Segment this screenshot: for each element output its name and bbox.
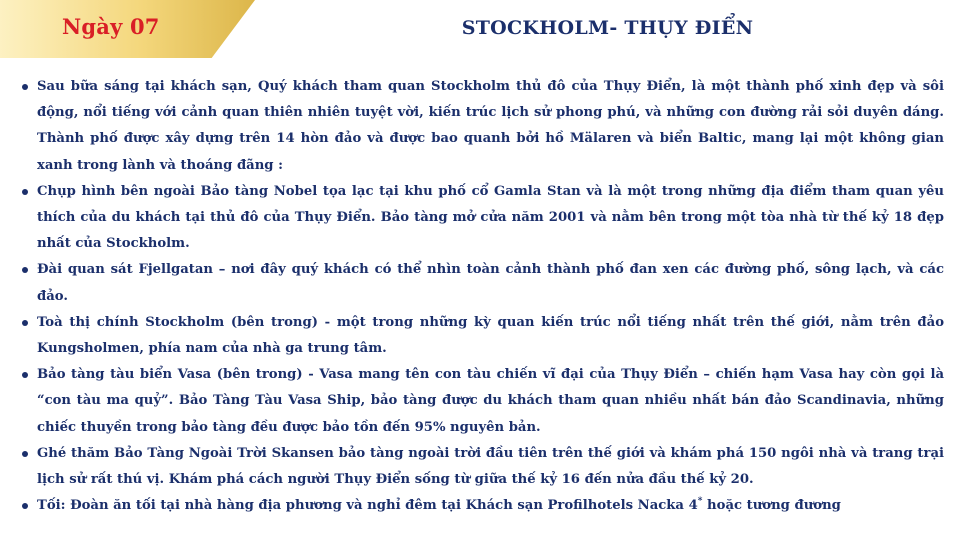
bullet-icon [22,320,28,326]
day-label: Ngày 07 [62,14,160,39]
evening-text: Tối: Đoàn ăn tối tại nhà hàng địa phương và nghỉ đêm tại Khách sạn Profilhotels Nacka 4 [37,498,698,514]
itinerary-item-vasa-museum [20,362,944,441]
itinerary-text: Sau bữa sáng tại khách sạn, Quý khách tham quan Stockholm thủ đô của Thụy Điển, là một thành phố xinh đẹp và sôi động, nổi tiếng với cảnh quan thiên nhiên tuyệt vời, kiến trúc lịch sử phong phú, và những con đường rải sỏi duyên dáng. Thành phố được xây dựng trên 14 hòn đảo và được bao quanh bởi hồ Mälaren và biển Baltic, mang lại một không gian xanh trong lành và thoáng đãng : [37,79,944,173]
bullet-icon [22,372,28,378]
itinerary-item-city-hall [20,310,944,362]
itinerary-item-fjellgatan [20,257,944,309]
bullet-icon [22,451,28,457]
itinerary-item-evening [20,493,944,519]
bullet-icon [22,267,28,273]
itinerary-list [20,74,944,519]
itinerary-text: Bảo tàng tàu biển Vasa (bên trong) - Vasa mang tên con tàu chiến vĩ đại của Thụy Điển – chiến hạm Vasa hay còn gọi là “con tàu ma quỷ”. Bảo Tàng Tàu Vasa Ship, bảo tàng được du khách tham quan nhiều nhất bán đảo Scandinavia, những chiếc thuyền trong bảo tàng đều được bảo tồn đến 95% nguyên bản. [37,367,944,435]
itinerary-item-skansen [20,441,944,493]
itinerary-text [37,498,841,513]
itinerary-text: Toà thị chính Stockholm (bên trong) - một trong những kỳ quan kiến trúc nổi tiếng nhất trên thế giới, nằm trên đảo Kungsholmen, phía nam của nhà ga trung tâm. [37,314,944,357]
hotel-star-rating: * [697,496,703,507]
bullet-icon [22,84,28,90]
bullet-icon [22,503,28,509]
itinerary-text: Ghé thăm Bảo Tàng Ngoài Trời Skansen bảo tàng ngoài trời đầu tiên trên thế giới và khám phá 150 ngôi nhà và trang trại lịch sử rất thú vị. Khám phá cách người Thụy Điển sống từ giữa thế kỷ 16 đến nửa đầu thế kỷ 20. [37,445,944,488]
itinerary-item-city-tour [20,74,944,179]
itinerary-text: Đài quan sát Fjellgatan – nơi đây quý khách có thể nhìn toàn cảnh thành phố đan xen các đường phố, sông lạch, và các đảo. [37,262,944,304]
page-title: STOCKHOLM- THỤY ĐIỂN [461,17,754,39]
itinerary-text: Chụp hình bên ngoài Bảo tàng Nobel tọa lạc tại khu phố cổ Gamla Stan và là một trong những địa điểm tham quan yêu thích của du khách tại thủ đô của Thụy Điển. Bảo tàng mở cửa năm 2001 và nằm bên trong một tòa nhà từ thế kỷ 18 đẹp nhất của Stockholm. [37,183,944,252]
evening-suffix: hoặc tương đương [702,498,841,514]
bullet-icon [22,189,28,195]
itinerary-item-nobel-museum [20,179,944,258]
